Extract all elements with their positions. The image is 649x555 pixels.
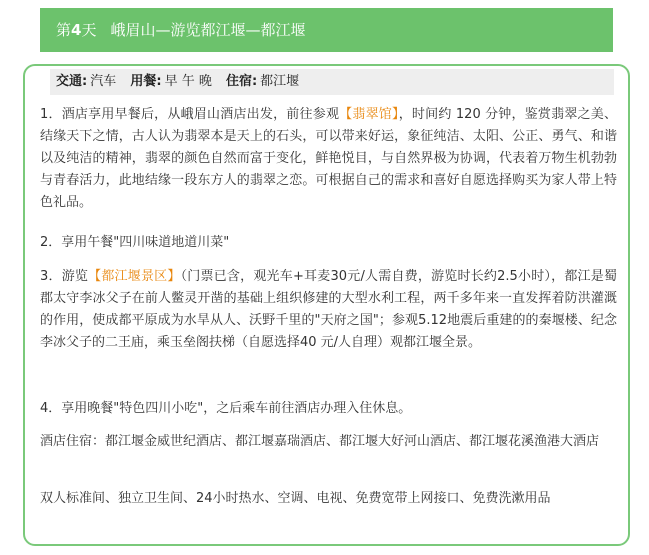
stay-label: 住宿: [225, 74, 258, 89]
day-number: 4 [71, 21, 82, 39]
day-label: 第4天 [56, 21, 97, 39]
paragraph-lunch: 2．享用午餐"四川味道地道川菜" [40, 235, 230, 250]
paragraph-room-amenities: 双人标准间、独立卫生间、24小时热水、空调、电视、免费宽带上网接口、免费洗漱用品 [40, 491, 551, 506]
jade-museum-link: 【翡翠馆】 [339, 107, 399, 122]
transport-label: 交通: [56, 74, 88, 89]
info-strip [50, 69, 614, 95]
meals-value: 早 午 晚 [164, 74, 212, 89]
dujiangyan-scenic-link: 【都江堰景区】 [88, 269, 181, 284]
paragraph-hotels: 酒店住宿：都江堰金威世纪酒店、都江堰嘉瑞酒店、都江堰大好河山酒店、都江堰花溪渔港大酒店 [40, 434, 600, 449]
stay-value: 都江堰 [260, 74, 300, 89]
day-header [40, 8, 613, 52]
transport-value: 汽车 [90, 74, 117, 89]
paragraph-jade-museum: 1．酒店享用早餐后，从峨眉山酒店出发，前往参观【翡翠馆】，时间约 120 分钟，鉴赏翡翠之美、结缘天下之情，古人认为翡翠本是天上的石头，可以带来好运，象征纯洁、太阳、公正、勇气、和谐以及纯洁的精神，翡翠的颜色自然而富于变化，鲜艳悦目，与自然界极为协调，代表着万物生机勃勃与青春活力，此地结缘一段东方人的翡翠之恋。可根据自己的需求和喜好自愿选择购买为家人带上特色礼品。 [40, 107, 617, 210]
paragraph-dujiangyan: 3．游览【都江堰景区】（门票已含，观光车+耳麦30元/人需自费，游览时长约2.5小时），都江是蜀郡太守李冰父子在前人鳖灵开凿的基础上组织修建的大型水利工程，两千多年来一直发挥着防洪灌溉的作用，使成都平原成为水旱从人、沃野千里的"天府之国"；参观5.12地震后重建的的秦堰楼、纪念李冰父子的二王庙，乘玉垒阁扶梯（自愿选择40 元/人自理）观都江堰全景。 [40, 269, 617, 350]
route-title: 峨眉山—游览都江堰—都江堰 [110, 21, 306, 39]
meals-label: 用餐: [130, 74, 162, 89]
paragraph-dinner: 4．享用晚餐"特色四川小吃"，之后乘车前往酒店办理入住休息。 [40, 401, 412, 416]
